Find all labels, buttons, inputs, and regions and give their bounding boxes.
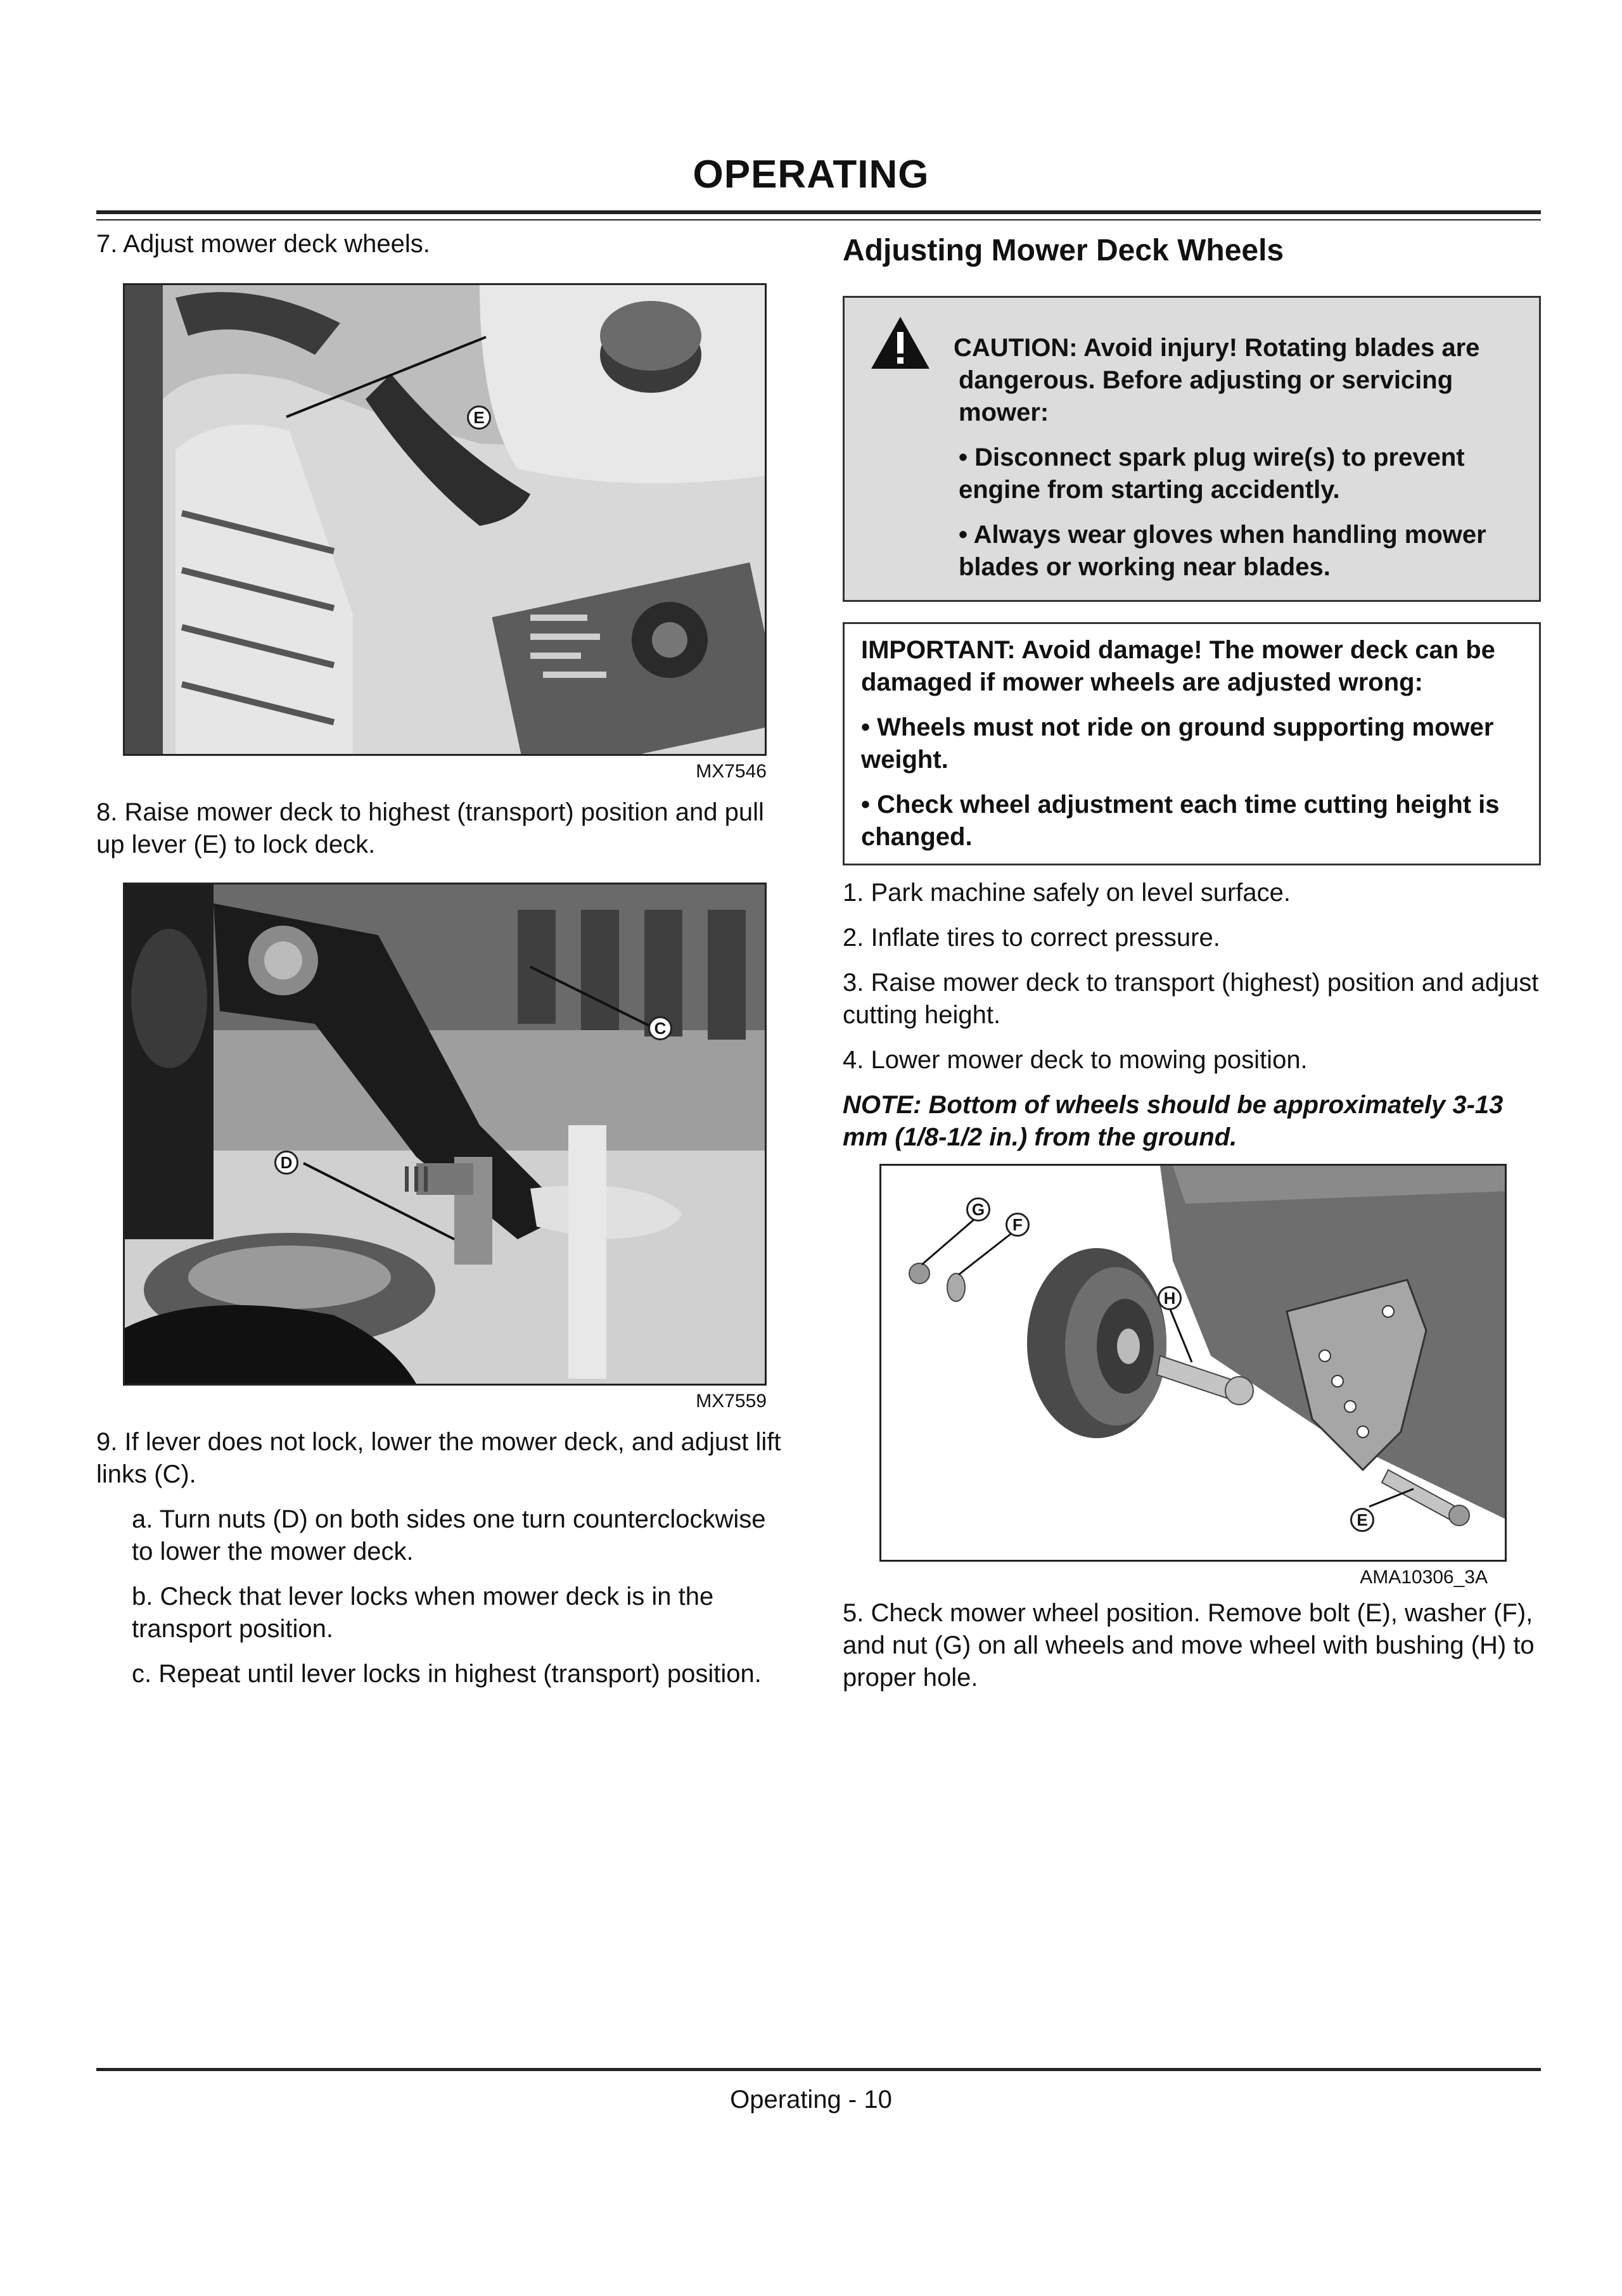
important-bullet-2: • Check wheel adjustment each time cutting height is changed. — [861, 791, 1500, 851]
header-rule-thick — [96, 210, 1541, 214]
header-rule-thin — [96, 219, 1541, 220]
photo-mower-lever-illustration — [125, 285, 767, 754]
drawing-wheel-assembly — [879, 1164, 1507, 1562]
caution-bullet-2: • Always wear gloves when handling mower blades or working near blades. — [959, 521, 1486, 581]
step-2: 2. Inflate tires to correct pressure. — [843, 924, 1220, 952]
figure-mx7559 — [123, 883, 767, 1412]
caution-text: CAUTION: Avoid injury! Rotating blades are dangerous. Before adjusting or servicing mower: — [954, 334, 1480, 426]
step-1: 1. Park machine safely on level surface. — [843, 879, 1291, 907]
step-9a: a. Turn nuts (D) on both sides one turn counterclockwise to lower the mower deck. — [132, 1505, 766, 1566]
page-title: OPERATING — [693, 153, 929, 196]
figure-code: AMA10306_3A — [1360, 1567, 1488, 1588]
step-3: 3. Raise mower deck to transport (highest) position and adjust cutting height. — [843, 969, 1539, 1029]
footer-rule — [96, 2068, 1541, 2071]
callout-e: E — [1350, 1508, 1374, 1532]
callout-f: F — [1006, 1213, 1030, 1237]
step-4: 4. Lower mower deck to mowing position. — [843, 1046, 1308, 1074]
right-column — [843, 228, 1541, 1707]
page-number: Operating - 10 — [730, 2086, 892, 2114]
step-7: 7. Adjust mower deck wheels. — [96, 230, 430, 258]
step-5: 5. Check mower wheel position. Remove bolt (E), washer (F), and nut (G) on all wheels and move wheel with bushing (H) to proper hole. — [843, 1599, 1535, 1692]
step-8: 8. Raise mower deck to highest (transport) position and pull up lever (E) to lock deck. — [96, 798, 764, 858]
caution-bullet-1: • Disconnect spark plug wire(s) to prevent engine from starting accidently. — [959, 443, 1465, 504]
step-9c: c. Repeat until lever locks in highest (transport) position. — [132, 1660, 762, 1688]
photo-lift-links-illustration — [125, 884, 767, 1384]
callout-h: H — [1158, 1286, 1182, 1310]
figure-ama10306 — [879, 1164, 1507, 1588]
warning-triangle-icon — [870, 316, 931, 370]
figure-code: MX7546 — [696, 761, 767, 782]
figure-mx7546 — [123, 283, 767, 782]
callout-e: E — [467, 405, 491, 430]
callout-g: G — [966, 1197, 990, 1221]
photo-mower-lever — [123, 283, 767, 756]
section-heading: Adjusting Mower Deck Wheels — [843, 234, 1284, 267]
step-9: 9. If lever does not lock, lower the mower deck, and adjust lift links (C). — [96, 1428, 781, 1488]
important-box — [843, 622, 1541, 865]
caution-box — [843, 296, 1541, 602]
drawing-wheel-assembly-illustration — [881, 1166, 1507, 1560]
photo-lift-links — [123, 883, 767, 1386]
callout-d: D — [274, 1151, 298, 1175]
left-column — [96, 228, 793, 1703]
important-text: IMPORTANT: Avoid damage! The mower deck can be damaged if mower wheels are adjusted wrong: — [861, 636, 1495, 696]
figure-code: MX7559 — [696, 1391, 767, 1412]
important-bullet-1: • Wheels must not ride on ground supporting mower weight. — [861, 713, 1494, 774]
callout-c: C — [648, 1016, 672, 1040]
step-9b: b. Check that lever locks when mower deck is in the transport position. — [132, 1583, 714, 1643]
note-text: NOTE: Bottom of wheels should be approximately 3-13 mm (1/8-1/2 in.) from the ground. — [843, 1091, 1504, 1151]
